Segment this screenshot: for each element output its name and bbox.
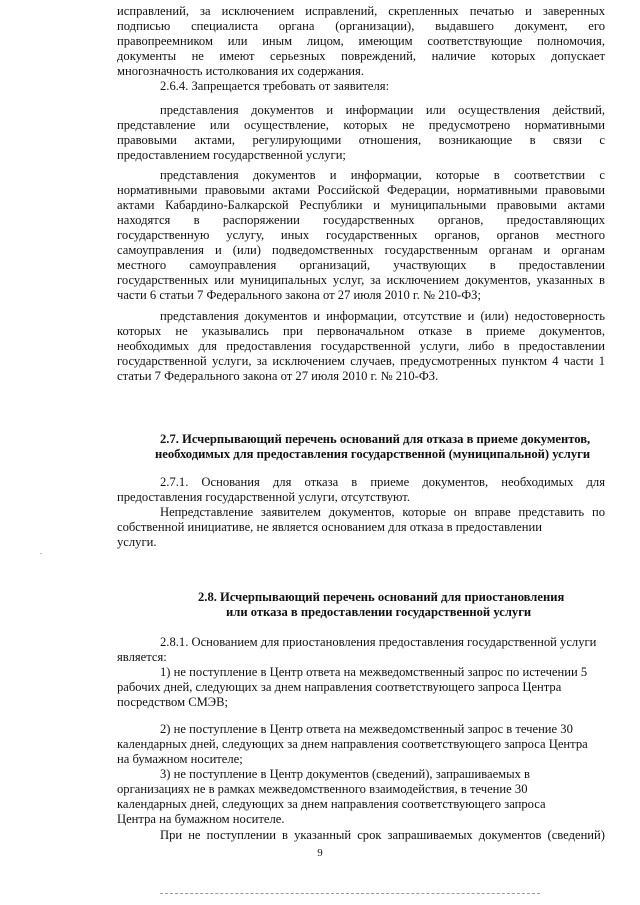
- text-line: 1) не поступление в Центр ответа на межведомственный запрос по истечении 5: [160, 665, 588, 679]
- section-heading: 2.8. Исчерпывающий перечень оснований для приостановления: [198, 590, 565, 604]
- text-line: актами Кабардино-Балкарской Республики и муниципальными правовыми актами: [117, 198, 605, 212]
- text-line: правовыми актами, регулирующими отношения, возникающие в связи с: [117, 133, 605, 147]
- section-heading: 2.7. Исчерпывающий перечень оснований для отказа в приеме документов,: [160, 432, 591, 446]
- text-line: 2.7.1. Основания для отказа в приеме документов, необходимых для: [160, 475, 605, 489]
- text-line: представления документов и информации, которые в соответствии с: [160, 168, 605, 182]
- text-line: самоуправления и (или) подведомственных государственным органам и органам: [117, 243, 605, 257]
- text-line: предоставления государственной услуги, отсутствуют.: [117, 490, 410, 504]
- text-line: услуги.: [117, 535, 157, 549]
- text-line: является:: [117, 650, 167, 664]
- text-line: на бумажном носителе;: [117, 752, 243, 766]
- text-line: представления документов и информации, отсутствие и (или) недостоверность: [160, 309, 605, 323]
- section-heading: или отказа в предоставлении государственной услуги: [226, 605, 532, 619]
- text-line: Непредставление заявителем документов, которые он вправе представить по: [160, 505, 605, 519]
- text-line: собственной инициативе, не является основанием для отказа в предоставлении: [117, 520, 542, 534]
- text-line: Центра на бумажном носителе.: [117, 812, 285, 826]
- text-line: исправлений, за исключением исправлений, скрепленных печатью и заверенных: [117, 4, 605, 18]
- text-line: местного самоуправления организаций, участвующих в предоставлении: [117, 258, 605, 272]
- text-line: государственных или муниципальных услуг, за исключением документов, указанных в: [117, 273, 605, 287]
- text-line: При не поступлении в указанный срок запрашиваемых документов (сведений): [160, 828, 605, 842]
- text-line: календарных дней, следующих за днем направления соответствующего запроса Центра: [117, 737, 588, 751]
- text-line: представления документов и информации или осуществления действий,: [160, 103, 605, 117]
- text-line: многозначность истолкования их содержания.: [117, 64, 364, 78]
- text-line: 2.8.1. Основанием для приостановления предоставления государственной услуги: [160, 635, 597, 649]
- text-line: нормативными правовыми актами Российской Федерации, нормативными правовыми: [117, 183, 605, 197]
- text-line: государственную услугу, иных государственных органов, органов местного: [117, 228, 605, 242]
- text-line: которых не указывались при первоначальном отказе в приеме документов,: [117, 324, 605, 338]
- scan-speck: [40, 553, 42, 554]
- section-heading: необходимых для предоставления государственной (муниципальной) услуги: [155, 447, 591, 461]
- page-number: 9: [317, 847, 323, 859]
- text-line: подписью специалиста органа (организации), выдавшего документ, его: [117, 19, 605, 33]
- text-line: документы не имеют серьезных повреждений, наличие которых допускает: [117, 49, 605, 63]
- footer-divider: [160, 893, 540, 895]
- text-line: 3) не поступление в Центр документов (сведений), запрашиваемых в: [160, 767, 530, 781]
- text-line: посредством СМЭВ;: [117, 695, 229, 709]
- text-line: календарных дней, следующих за днем направления соответствующего запроса: [117, 797, 546, 811]
- text-line: статьи 7 Федерального закона от 27 июля 2010 г. № 210-ФЗ.: [117, 369, 439, 383]
- text-line: 2.6.4. Запрещается требовать от заявителя:: [160, 79, 390, 93]
- text-line: 2) не поступление в Центр ответа на межведомственный запрос в течение 30: [160, 722, 573, 736]
- text-line: находятся в распоряжении государственных органов, предоставляющих: [117, 213, 605, 227]
- text-line: части 6 статьи 7 Федерального закона от 27 июля 2010 г. № 210-ФЗ;: [117, 288, 481, 302]
- text-line: рабочих дней, следующих за днем направления соответствующего запроса Центра: [117, 680, 562, 694]
- text-line: государственной услуги, за исключением случаев, предусмотренных пунктом 4 части 1: [117, 354, 605, 368]
- text-line: необходимых для предоставления государственной услуги, либо в предоставлении: [117, 339, 605, 353]
- text-line: организациях не в рамках межведомственного взаимодействия, в течение 30: [117, 782, 528, 796]
- text-line: представление или осуществление, которых не предусмотрено нормативными: [117, 118, 605, 132]
- text-line: предоставлением государственной услуги;: [117, 148, 346, 162]
- text-line: правопреемником или иным лицом, имеющим соответствующие полномочия,: [117, 34, 605, 48]
